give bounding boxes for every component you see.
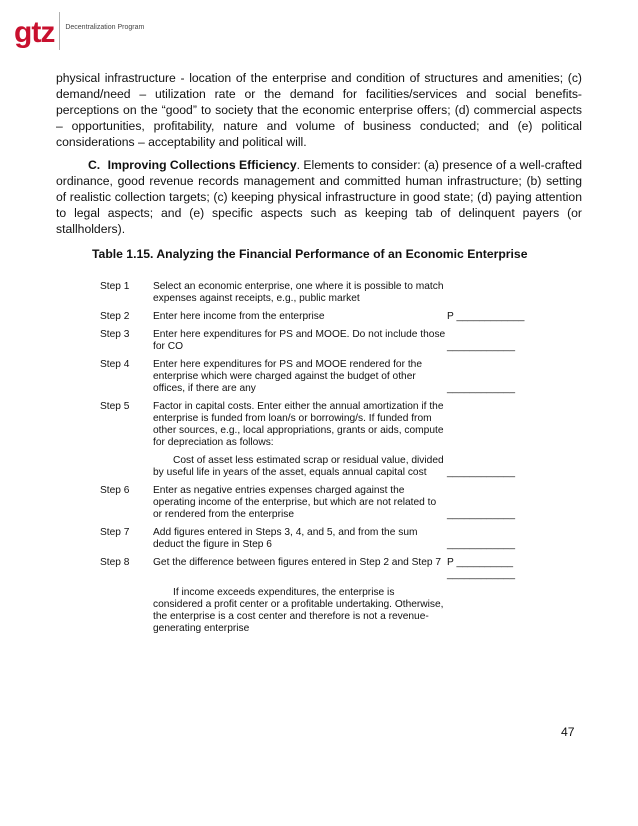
step-description: Select an economic enterprise, one where it is possible to match expenses against receipts, e.g., public market: [153, 281, 444, 304]
amount-blank: P ____________: [447, 311, 525, 322]
amount-blank: P __________: [447, 557, 514, 568]
table-title: Table 1.15. Analyzing the Financial Performance of an Economic Enterprise: [92, 247, 528, 261]
table-row: [100, 485, 560, 521]
amount-blank: [447, 281, 547, 305]
table-row: [100, 359, 560, 395]
step-description: Cost of asset less estimated scrap or residual value, divided by useful life in years of the asset, equals annual capital cost: [153, 455, 444, 478]
step-description: Enter as negative entries expenses charged against the operating income of the enterprise, but which are not related to or rendered from the enterprise: [153, 485, 437, 520]
table-row: [100, 527, 560, 551]
page-number: 47: [561, 725, 575, 739]
financial-analysis-table: [100, 281, 560, 641]
table-row: [100, 281, 560, 305]
table-row: [100, 557, 560, 581]
step-label: [100, 455, 153, 479]
logo-divider: [59, 12, 60, 50]
amount-blank: [447, 401, 547, 449]
step-label: Step 5: [100, 401, 130, 412]
section-label: C.: [88, 158, 101, 172]
step-label: Step 2: [100, 311, 130, 322]
paragraph-collections: [56, 157, 582, 237]
step-label: Step 8: [100, 557, 130, 568]
amount-blank: ____________: [447, 383, 515, 394]
step-description: Get the difference between figures entered in Step 2 and Step 7: [153, 557, 442, 568]
amount-blank-2: ____________: [447, 569, 515, 580]
table-row: [100, 311, 560, 323]
step-label: Step 4: [100, 359, 130, 370]
section-title: Improving Collections Efficiency: [107, 158, 297, 172]
step-label: [100, 587, 153, 635]
amount-blank: ____________: [447, 509, 515, 520]
amount-blank: [447, 587, 547, 635]
section-text: . Elements to consider: (a) presence of a well-crafted ordinance, good revenue records management and committed human infrastructure; (b) setting of realistic collection targets; (c) keeping physical infrastructure in good state; (d) paying attention to legal aspects; and (e) specific aspects such as keeping tab of delinquent payers (or stallholders).: [56, 158, 582, 236]
step-description: If income exceeds expenditures, the enterprise is considered a profit center or a profitable undertaking. Otherwise, the enterprise is a cost center and therefore is not a revenue-generating enterprise: [153, 587, 444, 634]
amount-column: [447, 557, 547, 581]
step-description: Enter here expenditures for PS and MOOE. Do not include those for CO: [153, 329, 446, 352]
step-description: Enter here income from the enterprise: [153, 311, 325, 322]
step-label: Step 6: [100, 485, 130, 496]
table-row: [100, 455, 560, 479]
amount-blank: ____________: [447, 467, 515, 478]
table-row: [100, 401, 560, 449]
paragraph-infrastructure: physical infrastructure - location of the enterprise and condition of structures and amenities; (c) demand/need – utilization rate or the demand for facilities/services and social benefits-perceptions on the “good” to society that the economic enterprise offers; (d) commercial aspects – opportunities, profitability, nature and volume of business conducted; and (e) political considerations – acceptability and political will.: [56, 71, 582, 149]
step-label: Step 3: [100, 329, 130, 340]
program-name: Decentralization Program: [65, 24, 145, 31]
step-label: Step 1: [100, 281, 130, 292]
step-label: Step 7: [100, 527, 130, 538]
gtz-logo: gtz: [14, 16, 55, 49]
amount-blank: ____________: [447, 341, 515, 352]
table-row: [100, 329, 560, 353]
step-description: Add figures entered in Steps 3, 4, and 5, and from the sum deduct the figure in Step 6: [153, 527, 418, 550]
step-description: Enter here expenditures for PS and MOOE rendered for the enterprise which were charged against the budget of other offices, if there are any: [153, 359, 422, 394]
page-header: [14, 12, 144, 52]
table-row: [100, 587, 560, 635]
amount-blank: ____________: [447, 539, 515, 550]
step-description: Factor in capital costs. Enter either the annual amortization if the enterprise is funded from loan/s or borrowing/s. If funded from other sources, e.g., local appropriations, grants or aids, compute for depreciation as follows:: [153, 401, 444, 448]
